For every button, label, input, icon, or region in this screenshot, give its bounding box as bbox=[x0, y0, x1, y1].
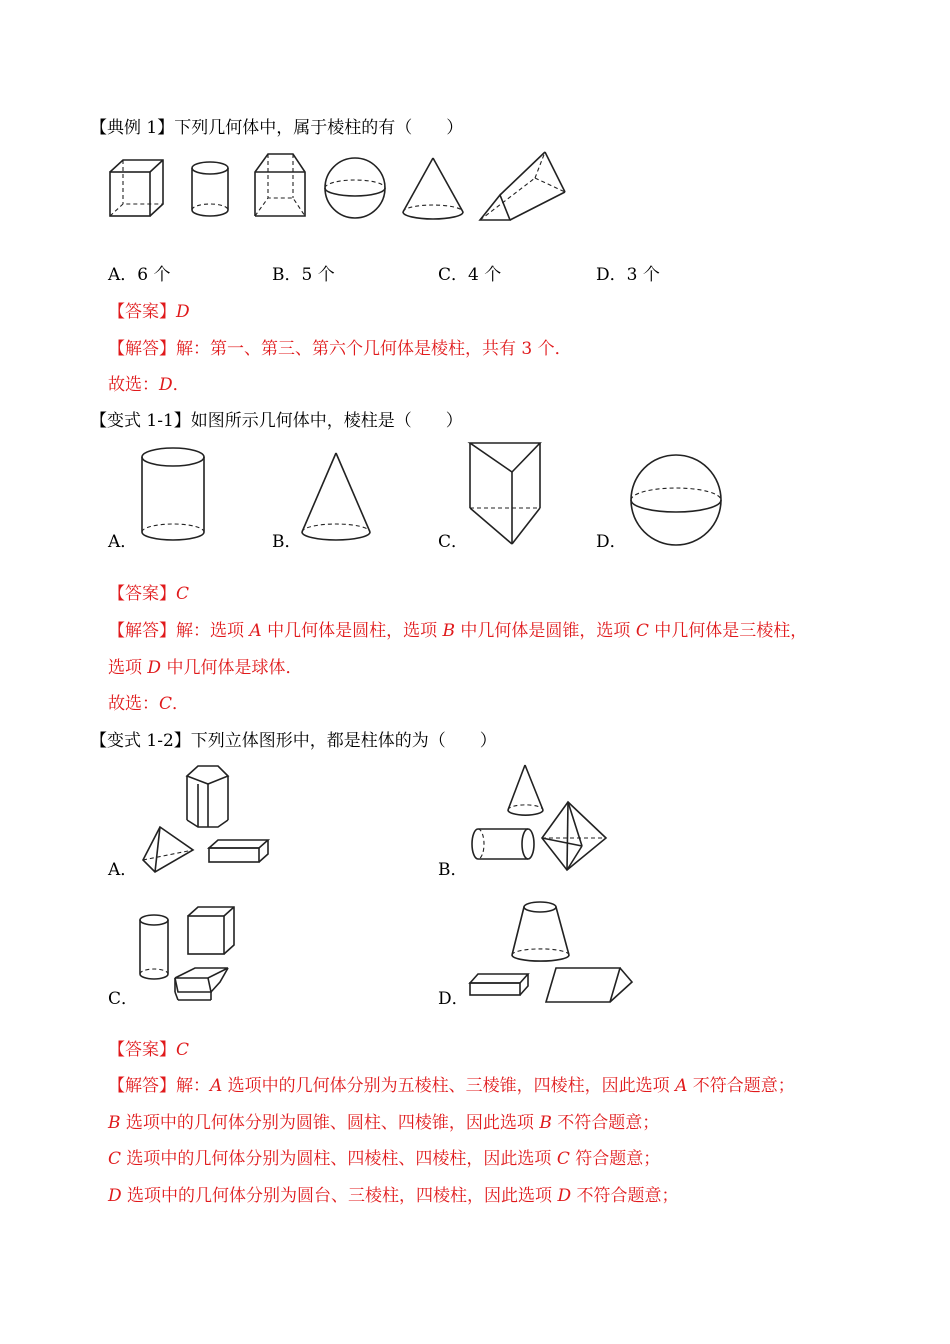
conclusion-prefix: 故选： bbox=[108, 375, 159, 395]
triangular-prism-icon bbox=[470, 443, 540, 544]
option-letter: D bbox=[147, 658, 162, 678]
answer-value: D bbox=[176, 302, 190, 322]
answer-value: C bbox=[176, 584, 190, 604]
solution-tag: 【解答】 bbox=[108, 339, 176, 359]
example-1-conclusion bbox=[108, 374, 190, 396]
option-letter: A bbox=[249, 621, 262, 641]
solution-text: 选项中的几何体分别为五棱柱、三棱锥，四棱柱，因此选项 bbox=[222, 1076, 676, 1096]
option-letter: B bbox=[442, 621, 455, 641]
variant-1-1-answer bbox=[108, 583, 189, 605]
pentagonal-prism-icon bbox=[187, 766, 228, 827]
variant-1-1-solution-line-2 bbox=[108, 657, 302, 679]
example-1-solution bbox=[108, 338, 572, 360]
solution-text: 不符合题意； bbox=[551, 1113, 660, 1133]
answer-tag: 【答案】 bbox=[108, 1040, 176, 1060]
option-letter: A bbox=[675, 1076, 688, 1096]
solution-text: 不符合题意； bbox=[571, 1186, 679, 1206]
solution-tag: 【解答】 bbox=[108, 621, 176, 641]
cube-icon bbox=[110, 160, 163, 216]
cube-icon bbox=[188, 907, 234, 954]
prism-frustum-icon bbox=[255, 154, 305, 216]
triangular-prism-icon bbox=[480, 152, 565, 220]
conclusion-end: ． bbox=[172, 375, 190, 395]
conclusion-prefix: 故选： bbox=[108, 694, 159, 714]
solution-text: 不符合题意； bbox=[687, 1076, 795, 1096]
option-letter: B bbox=[539, 1113, 552, 1133]
variant-1-1-solution-line-1 bbox=[108, 620, 807, 642]
sphere-icon bbox=[325, 158, 385, 218]
variant-1-2-figure bbox=[0, 760, 950, 1010]
answer-value: C bbox=[176, 1040, 190, 1060]
variant-1-2-solution-line-3 bbox=[108, 1148, 660, 1170]
answer-tag: 【答案】 bbox=[108, 584, 176, 604]
example-1-solids-figure bbox=[105, 150, 585, 230]
solution-text: 中几何体是圆柱，选项 bbox=[261, 621, 443, 641]
option-letter: D bbox=[557, 1186, 572, 1206]
conclusion-value: C bbox=[159, 694, 173, 714]
variant-1-2-option-b: B． bbox=[438, 860, 468, 880]
square-pyramid-icon bbox=[542, 802, 606, 870]
variant-1-2-solution-line-2 bbox=[108, 1112, 659, 1134]
option-letter: D bbox=[108, 1186, 122, 1206]
cylinder-icon bbox=[142, 448, 204, 540]
answer-tag: 【答案】 bbox=[108, 302, 176, 322]
variant-1-1-option-d: D． bbox=[596, 532, 627, 552]
cone-icon bbox=[508, 765, 543, 815]
solution-text: 符合题意； bbox=[569, 1149, 661, 1169]
variant-1-2-answer bbox=[108, 1039, 189, 1061]
cylinder-icon bbox=[140, 915, 168, 979]
variant-1-2-option-a: A． bbox=[108, 860, 138, 880]
solution-text: 选项中的几何体分别为圆台、三棱柱，四棱柱，因此选项 bbox=[121, 1186, 558, 1206]
variant-1-1-question: 【变式 1-1】如图所示几何体中，棱柱是（ ） bbox=[90, 411, 463, 431]
rectangular-box-icon bbox=[470, 974, 528, 995]
triangular-prism-icon bbox=[546, 968, 632, 1002]
solution-text: 中几何体是球体． bbox=[161, 658, 303, 678]
option-letter: C bbox=[556, 1149, 570, 1169]
cone-icon bbox=[302, 453, 370, 540]
option-letter: B bbox=[108, 1113, 121, 1133]
conclusion-value: D bbox=[159, 375, 173, 395]
solution-text: 解： bbox=[176, 1076, 210, 1096]
variant-1-1-figure bbox=[0, 440, 950, 555]
solution-text: 中几何体是圆锥，选项 bbox=[455, 621, 636, 641]
example-1-option-d: D．3 个 bbox=[596, 265, 660, 285]
example-1-option-b: B．5 个 bbox=[272, 265, 335, 285]
variant-1-2-option-c: C． bbox=[108, 989, 139, 1009]
solution-text: 解：选项 bbox=[176, 621, 250, 641]
example-1-option-a: A．6 个 bbox=[108, 265, 171, 285]
cylinder-icon bbox=[472, 829, 534, 859]
variant-1-1-conclusion bbox=[108, 693, 189, 715]
option-letter: C bbox=[635, 621, 649, 641]
triangular-pyramid-icon bbox=[143, 827, 193, 872]
rectangular-box-icon bbox=[209, 840, 268, 862]
sphere-icon bbox=[631, 455, 721, 545]
cylinder-icon bbox=[192, 162, 228, 216]
slanted-prism-icon bbox=[175, 968, 228, 1000]
example-1-option-c: C．4 个 bbox=[438, 265, 502, 285]
variant-1-2-question: 【变式 1-2】下列立体图形中，都是柱体的为（ ） bbox=[90, 731, 497, 751]
variant-1-1-option-b: B． bbox=[272, 532, 302, 552]
example-1-answer bbox=[108, 301, 190, 323]
variant-1-2-solution-line-1 bbox=[108, 1075, 795, 1097]
solution-text: 解：第一、第三、第六个几何体是棱柱，共有 3 个． bbox=[176, 339, 572, 359]
variant-1-1-option-c: C． bbox=[438, 532, 469, 552]
option-letter: A bbox=[210, 1076, 223, 1096]
frustum-icon bbox=[512, 902, 569, 961]
variant-1-1-option-a: A． bbox=[108, 532, 138, 552]
solution-text: 选项中的几何体分别为圆柱、四棱柱、四棱柱，因此选项 bbox=[121, 1149, 557, 1169]
example-1-question: 【典例 1】下列几何体中，属于棱柱的有（ ） bbox=[90, 118, 464, 138]
variant-1-2-solution-line-4 bbox=[108, 1185, 679, 1207]
cone-icon bbox=[403, 158, 463, 219]
solution-text: 中几何体是三棱柱， bbox=[648, 621, 808, 641]
solution-tag: 【解答】 bbox=[108, 1076, 176, 1096]
conclusion-end: ． bbox=[172, 694, 190, 714]
variant-1-2-option-d: D． bbox=[438, 989, 469, 1009]
solution-text: 选项中的几何体分别为圆锥、圆柱、四棱锥，因此选项 bbox=[120, 1113, 540, 1133]
solution-text: 选项 bbox=[108, 658, 148, 678]
option-letter: C bbox=[108, 1149, 122, 1169]
